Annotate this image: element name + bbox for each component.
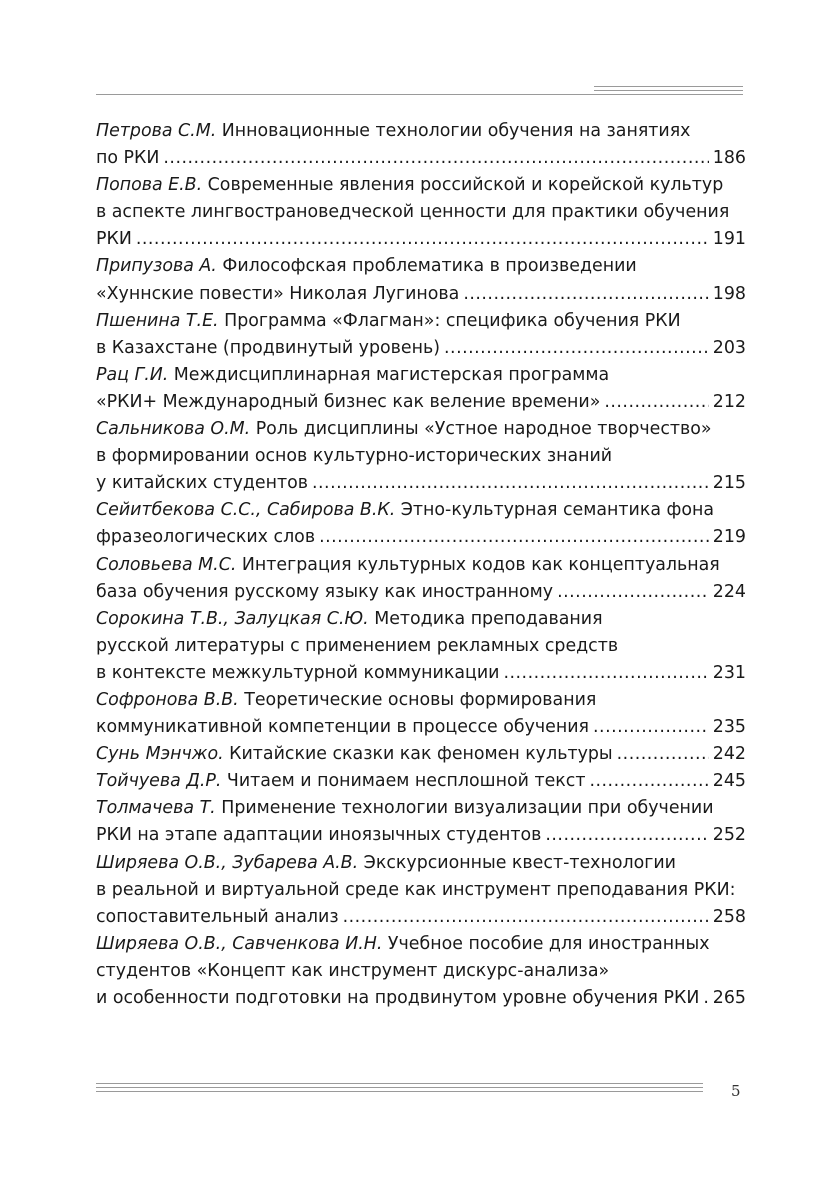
toc-page-number: 245 [712,771,746,792]
dot-leader [604,389,708,416]
toc-page-number: 203 [712,337,746,358]
toc-title-text: и особенности подготовки на продвинутом уровне обучения РКИ [96,988,700,1008]
toc-title-text: «РКИ+ Международный бизнес как веление времени» [96,391,601,412]
toc-entry [96,768,746,795]
toc-entry-line [96,877,746,904]
toc-entry-line [96,308,746,335]
toc-entry-line [96,443,746,470]
toc-entry-line [96,850,746,877]
toc-page-number: 258 [712,906,746,927]
toc-page-number: 231 [712,662,746,683]
toc-title-text: Роль дисциплины «Устное народное творчество» [250,419,712,440]
toc-page-number: 242 [712,744,746,765]
toc-title-text: Применение технологии визуализации при обучении [215,798,714,819]
toc-entry [96,497,746,551]
toc-entry [96,552,746,606]
toc-entry [96,308,746,362]
toc-entry-line [96,416,746,443]
toc-entry-line [96,606,746,633]
toc-author: Рац Г.И. [96,364,169,385]
toc-title-text: Программа «Флагман»: специфика обучения РКИ [218,310,681,331]
toc-title-text: Философская проблематика в произведении [216,256,637,277]
toc-author: Попова Е.В. [96,175,203,196]
header-rule-main [96,94,743,95]
toc-entry-line [96,524,746,551]
table-of-contents [96,118,746,1012]
toc-title-text: Инновационные технологии обучения на занятиях [216,121,691,141]
toc-author: Тойчуева Д.Р. [96,771,222,792]
toc-entry-line [96,389,746,416]
toc-author: Ширяева О.В., Савченкова И.Н. [96,933,383,954]
toc-entry-line [96,335,746,362]
toc-page-number: 191 [712,229,746,250]
footer-rule-1 [96,1083,703,1084]
toc-entry [96,606,746,687]
toc-entry [96,362,746,416]
toc-entry-line [96,579,746,606]
header-rule-accent-top [594,86,743,87]
toc-entry-line [96,714,746,741]
toc-title-text: «Хуннские повести» Николая Лугинова [96,283,460,304]
toc-entry-line [96,633,746,660]
toc-entry-line [96,687,746,714]
dot-leader [136,226,709,253]
dot-leader [312,470,709,497]
dot-leader [593,714,709,741]
toc-title-text: у китайских студентов [96,473,308,494]
toc-page-number: 252 [712,825,746,846]
page-number: 5 [731,1082,741,1100]
toc-author: Сорокина Т.В., Залуцкая С.Ю. [96,608,369,629]
toc-entry [96,118,746,172]
toc-author: Сейитбекова С.С., Сабирова В.К. [96,500,396,521]
toc-title-text: в контексте межкультурной коммуникации [96,662,500,683]
toc-title-text: Читаем и понимаем несплошной текст [221,771,586,792]
toc-page-number: 186 [712,148,746,169]
toc-title-text: Китайские сказки как феномен культуры [223,744,613,765]
toc-title-text: Экскурсионные квест-технологии [358,852,676,873]
toc-entry-line [96,199,746,226]
toc-title-text: студентов «Концепт как инструмент дискурс-анализа» [96,960,610,981]
toc-author: Припузова А. [96,256,217,277]
toc-page-number: 212 [712,391,746,412]
toc-entry-line [96,497,746,524]
toc-page-number: 224 [712,581,746,602]
toc-entry-line [96,552,746,579]
dot-leader [319,524,709,551]
dot-leader [463,281,708,308]
toc-title-text: Интеграция культурных кодов как концептуальная [236,554,720,575]
toc-entry-line [96,470,746,497]
toc-title-text: в реальной и виртуальной среде как инструмент преподавания РКИ: [96,879,736,900]
toc-title-text: Теоретические основы формирования [238,689,597,710]
toc-entry-line [96,795,746,822]
toc-entry [96,687,746,741]
toc-entry-line [96,958,746,985]
toc-page-number: 198 [712,283,746,304]
toc-title-text: Современные явления российской и корейской культур [202,175,724,196]
toc-author: Софронова В.В. [96,689,239,710]
toc-entry-line [96,931,746,958]
toc-title-text: в формировании основ культурно-исторических знаний [96,446,613,467]
toc-page-number: 215 [712,473,746,494]
toc-title-text: сопоставительный анализ [96,906,339,927]
toc-author: Сальникова О.М. [96,419,251,440]
dot-leader [163,145,708,172]
toc-author: Сунь Мэнчжо. [96,744,224,765]
footer-rule-2 [96,1087,703,1088]
toc-entry-line [96,118,746,145]
toc-entry-line [96,253,746,280]
toc-entry-line [96,362,746,389]
toc-author: Толмачева Т. [96,798,216,819]
toc-entry-line [96,145,746,172]
toc-title-text: РКИ [96,229,132,250]
toc-entry-line [96,985,746,1012]
toc-author: Ширяева О.В., Зубарева А.В. [96,852,359,873]
toc-title-text: Методика преподавания [368,608,603,629]
toc-entry-line [96,281,746,308]
toc-entry [96,416,746,497]
toc-author: Пшенина Т.Е. [96,310,219,331]
toc-entry-line [96,741,746,768]
toc-entry-line [96,226,746,253]
toc-title-text: по РКИ [96,148,160,169]
toc-title-text: РКИ на этапе адаптации иноязычных студентов [96,825,542,846]
toc-entry [96,253,746,307]
toc-entry [96,741,746,768]
dot-leader [589,768,708,795]
dot-leader [557,579,709,606]
toc-page-number: 219 [712,527,746,548]
toc-entry [96,795,746,849]
toc-entry-line [96,768,746,795]
toc-author: Соловьева М.С. [96,554,237,575]
toc-page-number: 235 [712,717,746,738]
toc-author: Петрова С.М. [96,121,217,141]
dot-leader [503,660,708,687]
dot-leader [545,822,708,849]
toc-page-number: 265 [712,988,746,1008]
dot-leader [617,741,709,768]
toc-entry-line [96,172,746,199]
toc-title-text: Междисциплинарная магистерская программа [168,364,610,385]
toc-entry-line [96,904,746,931]
toc-title-text: Этно-культурная семантика фона [395,500,715,521]
toc-entry [96,172,746,253]
header-rule-accent-bottom [594,90,743,91]
toc-title-text: в аспекте лингвострановедческой ценности для практики обучения [96,202,730,223]
toc-entry [96,850,746,931]
toc-title-text: русской литературы с применением рекламных средств [96,635,619,656]
toc-title-text: в Казахстане (продвинутый уровень) [96,337,441,358]
toc-title-text: коммуникативной компетенции в процессе обучения [96,717,590,738]
toc-entry-line [96,660,746,687]
dot-leader [703,985,708,1012]
toc-title-text: фразеологических слов [96,527,316,548]
toc-title-text: Учебное пособие для иностранных [382,933,710,954]
toc-title-text: база обучения русскому языку как иностранному [96,581,554,602]
dot-leader [444,335,709,362]
dot-leader [343,904,709,931]
toc-entry-line [96,822,746,849]
toc-entry [96,931,746,1012]
footer-rule-3 [96,1091,703,1092]
